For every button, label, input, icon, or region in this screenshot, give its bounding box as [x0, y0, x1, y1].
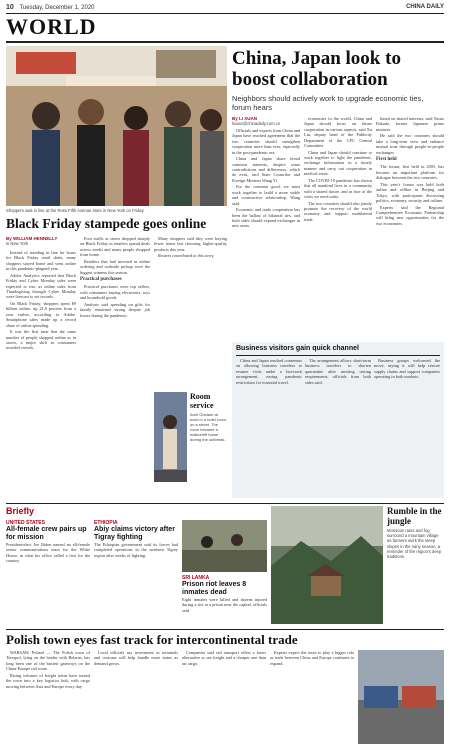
china-japan-deck: Neighbors should actively work to upgrade economic ties, forum hears — [232, 94, 424, 112]
black-friday-col3 — [154, 236, 227, 388]
brief-title: All-female crew pairs up for mission — [6, 526, 87, 541]
business-col3 — [374, 358, 440, 494]
poland-rule — [6, 629, 444, 630]
briefly-head: Briefly — [6, 506, 35, 516]
paragraph: Foot traffic at stores dropped sharply on Black Friday as retailers spread deals across weeks and many people shopped from home. — [80, 236, 150, 258]
room-service-head: Room service — [190, 392, 214, 410]
room-service-art — [154, 392, 187, 482]
brief-item — [6, 520, 90, 625]
brief-title: Abiy claims victory after Tigray fighting — [94, 526, 175, 541]
section-flag: WORLD — [6, 14, 97, 39]
byline-name: By WILLIAM HENNELLY — [6, 236, 58, 241]
paragraph: Retailers that had invested in online ordering and curbside pickup were the biggest winners this season. — [80, 258, 150, 275]
paragraph: Rising volumes of freight trains have turned the town into a key logistics hub, with cargo moving between Asia and Europe every day. — [6, 672, 90, 689]
business-col1 — [236, 358, 302, 494]
poland-col1 — [6, 650, 90, 744]
shoppers-photo-art — [6, 46, 227, 206]
black-friday-byline — [6, 236, 76, 246]
brief-body: The Ethiopian government said its forces had completed operations in the northern Tigray region after weeks of fighting. — [94, 542, 178, 558]
jungle-head: Rumble in the jungle — [387, 506, 442, 526]
paragraph: Companies said rail transport offers a faster alternative to sea freight and a cheaper one than air cargo. — [182, 650, 266, 666]
jungle-photo-art — [271, 506, 383, 624]
paragraph: The COVID-19 pandemic has shown that all mankind lives in a community with a shared future, and in face of the crisis we need unity. — [304, 177, 372, 200]
byline-name: By LI XUAN — [232, 116, 258, 121]
paragraph: Analysts said spending on gifts for family remained strong despite job losses during the pandemic. — [80, 301, 150, 318]
paragraph: Officials and experts from China and Japan have reached agreement that the two countries should strengthen cooperation more than ever, especially in the post-pandemic era. — [232, 128, 300, 155]
poland-headline: Polish town eyes fast track for intercontinental trade — [6, 632, 298, 647]
paragraph: The two countries should also jointly promote the recovery of the world economy and support multilateral trade. — [304, 200, 372, 222]
room-service-photo — [154, 392, 187, 482]
jungle-block — [387, 506, 444, 624]
contributor-note: Reuters contributed to this story. — [158, 253, 215, 259]
brief-body: Eight inmates were killed and dozens injured during a riot at a prison near the capital, officials said. — [182, 597, 267, 613]
brief-body: President-elect Joe Biden named an all-female senior communications team for the White House, in what his office called a first for the country. — [6, 542, 90, 564]
paragraph: On Black Friday, shoppers spent $9 billion online, up 21.6 percent from a year earlier, according to Adobe. Smartphone sales made up a record share of online spending. — [6, 301, 76, 328]
poland-col3 — [182, 650, 266, 744]
jungle-caption: Monsoon rains and fog surround a mountain village as farmers work the steep slopes in the rainy season, a reminder of the region's deep traditions. — [387, 528, 442, 560]
paragraph: Practical purchases were top sellers, with consumers buying electronics, toys and household goods. — [80, 284, 150, 301]
black-friday-col1 — [6, 250, 76, 498]
black-friday-headline: Black Friday stampede goes online — [6, 216, 207, 231]
brief-photo-art — [182, 520, 267, 572]
brief-item — [94, 520, 178, 625]
photo-caption: Shoppers wait in line at the Ross Fifth Avenue store in New York on Friday. — [6, 208, 145, 213]
china-japan-headline: China, Japan look to boost collaboration — [232, 48, 401, 90]
byline-location: in New York — [6, 241, 29, 246]
paragraph: The forum, first held in 2005, has become an important platform for dialogue between the two countries. — [376, 164, 444, 181]
poland-photo-art — [358, 650, 444, 744]
practical-subhead: Practical purchases — [80, 277, 122, 283]
paragraph: China and Japan share broad common interests, despite some contradictions and differences, which do exist, said State Councilor and Foreign Minister Wang Yi. — [232, 156, 300, 183]
china-japan-col1 — [232, 128, 300, 338]
brief-photo — [182, 520, 267, 572]
jungle-photo — [271, 506, 383, 624]
paragraph: For the common good, we must work together to build a more stable and constructive relationship, Wang said. — [232, 184, 300, 206]
paragraph: China and Japan should continue to work together to fight the pandemic, exchange information in a timely manner and carry out cooperation in medical areas. — [304, 149, 372, 177]
paragraph: China and Japan reached consensus on allowing business travelers to resume visits under a fast-track arrangement, easing pandemic restrictions for essential travel. — [236, 358, 302, 385]
brief-place: SRI LANKA — [182, 575, 210, 581]
briefly-rule — [6, 503, 444, 504]
business-col2 — [305, 358, 371, 494]
paragraph: Business groups welcomed the move, saying it will help restore supply chains and support companies operating in both markets. — [374, 358, 440, 380]
black-friday-col2 — [80, 236, 150, 498]
shoppers-photo — [6, 46, 227, 206]
paragraph: economies in the world, China and Japan should focus on future cooperation in various aspects, said Xu Lin, deputy head of the Publicity Department of the CPC Central Committee. — [304, 116, 372, 149]
paragraph: Many shoppers said they were buying fewer items but choosing higher-quality products this year. — [154, 236, 227, 252]
page-number: 10 — [6, 4, 14, 11]
poland-col4 — [270, 650, 354, 744]
paragraph: Adobe Analytics reported that Black Friday and Cyber Monday sales were expected to rise, as online sales from Thanksgiving through Cyber Monday were forecast to set records. — [6, 272, 76, 300]
paragraph: Local officials say investment in terminals and customs will help handle more trains as demand grows. — [94, 650, 178, 666]
brief-item — [182, 575, 267, 625]
china-japan-col3 — [376, 116, 444, 338]
paragraph: WARSAW, Poland — The Polish town of Terespol, lying on the border with Belarus, has long been one of the busiest gateways on the China-Europe rail route. — [6, 650, 90, 672]
paragraph: The arrangement allows short-term business travelers to shorten quarantine after meeting testing requirements, officials from both sides said. — [305, 358, 371, 385]
poland-photo — [358, 650, 444, 744]
brief-place: ETHIOPIA — [94, 520, 118, 526]
paragraph: Instead of standing in line for hours for Black Friday retail deals, many shoppers stayed home and went online in this pandemic-plagued year. — [6, 250, 76, 272]
room-service-caption: Amir Ghulam at work in a hotel room on a street. The room became a makeshift home during the outbreak. — [190, 412, 227, 442]
room-service-block — [190, 392, 227, 497]
paper-name: CHINA DAILY — [406, 4, 444, 10]
poland-col2 — [94, 650, 178, 744]
paragraph: He said the two countries should take a long-term view and enhance mutual trust through people-to-people exchanges. — [376, 133, 444, 155]
page-date: Tuesday, December 1, 2020 — [19, 5, 95, 11]
china-japan-byline — [232, 116, 302, 126]
first-held-subhead: First held — [376, 157, 397, 163]
paragraph: Experts expect the route to play a bigger role as trade between China and Europe continues to expand. — [270, 650, 354, 666]
business-head: Business visitors gain quick channel — [236, 345, 359, 352]
byline-email: lixuan@chinadaily.com.cn — [232, 121, 281, 126]
brief-place: UNITED STATES — [6, 520, 45, 526]
paragraph: It was the first time that the same number of people shopped online as in stores, a major shift as consumers avoided crowds. — [6, 329, 76, 351]
paragraph: Economic and trade cooperation has been the ballast of bilateral ties, and both sides should expand exchanges in new areas. — [232, 207, 300, 229]
brief-title: Prison riot leaves 8 inmates dead — [182, 581, 247, 596]
business-rule — [236, 355, 440, 356]
paragraph: Experts said the Regional Comprehensive Economic Partnership will bring new opportunities for the two economies. — [376, 204, 444, 226]
paragraph: This year's forum was held both online and offline in Beijing and Tokyo, with participants discussing politics, economy, security and culture. — [376, 181, 444, 204]
section-rule — [6, 41, 444, 43]
paragraph: based on shared interests, said Yasuo Fukuda, former Japanese prime minister. — [376, 116, 444, 132]
china-japan-col2 — [304, 116, 372, 338]
